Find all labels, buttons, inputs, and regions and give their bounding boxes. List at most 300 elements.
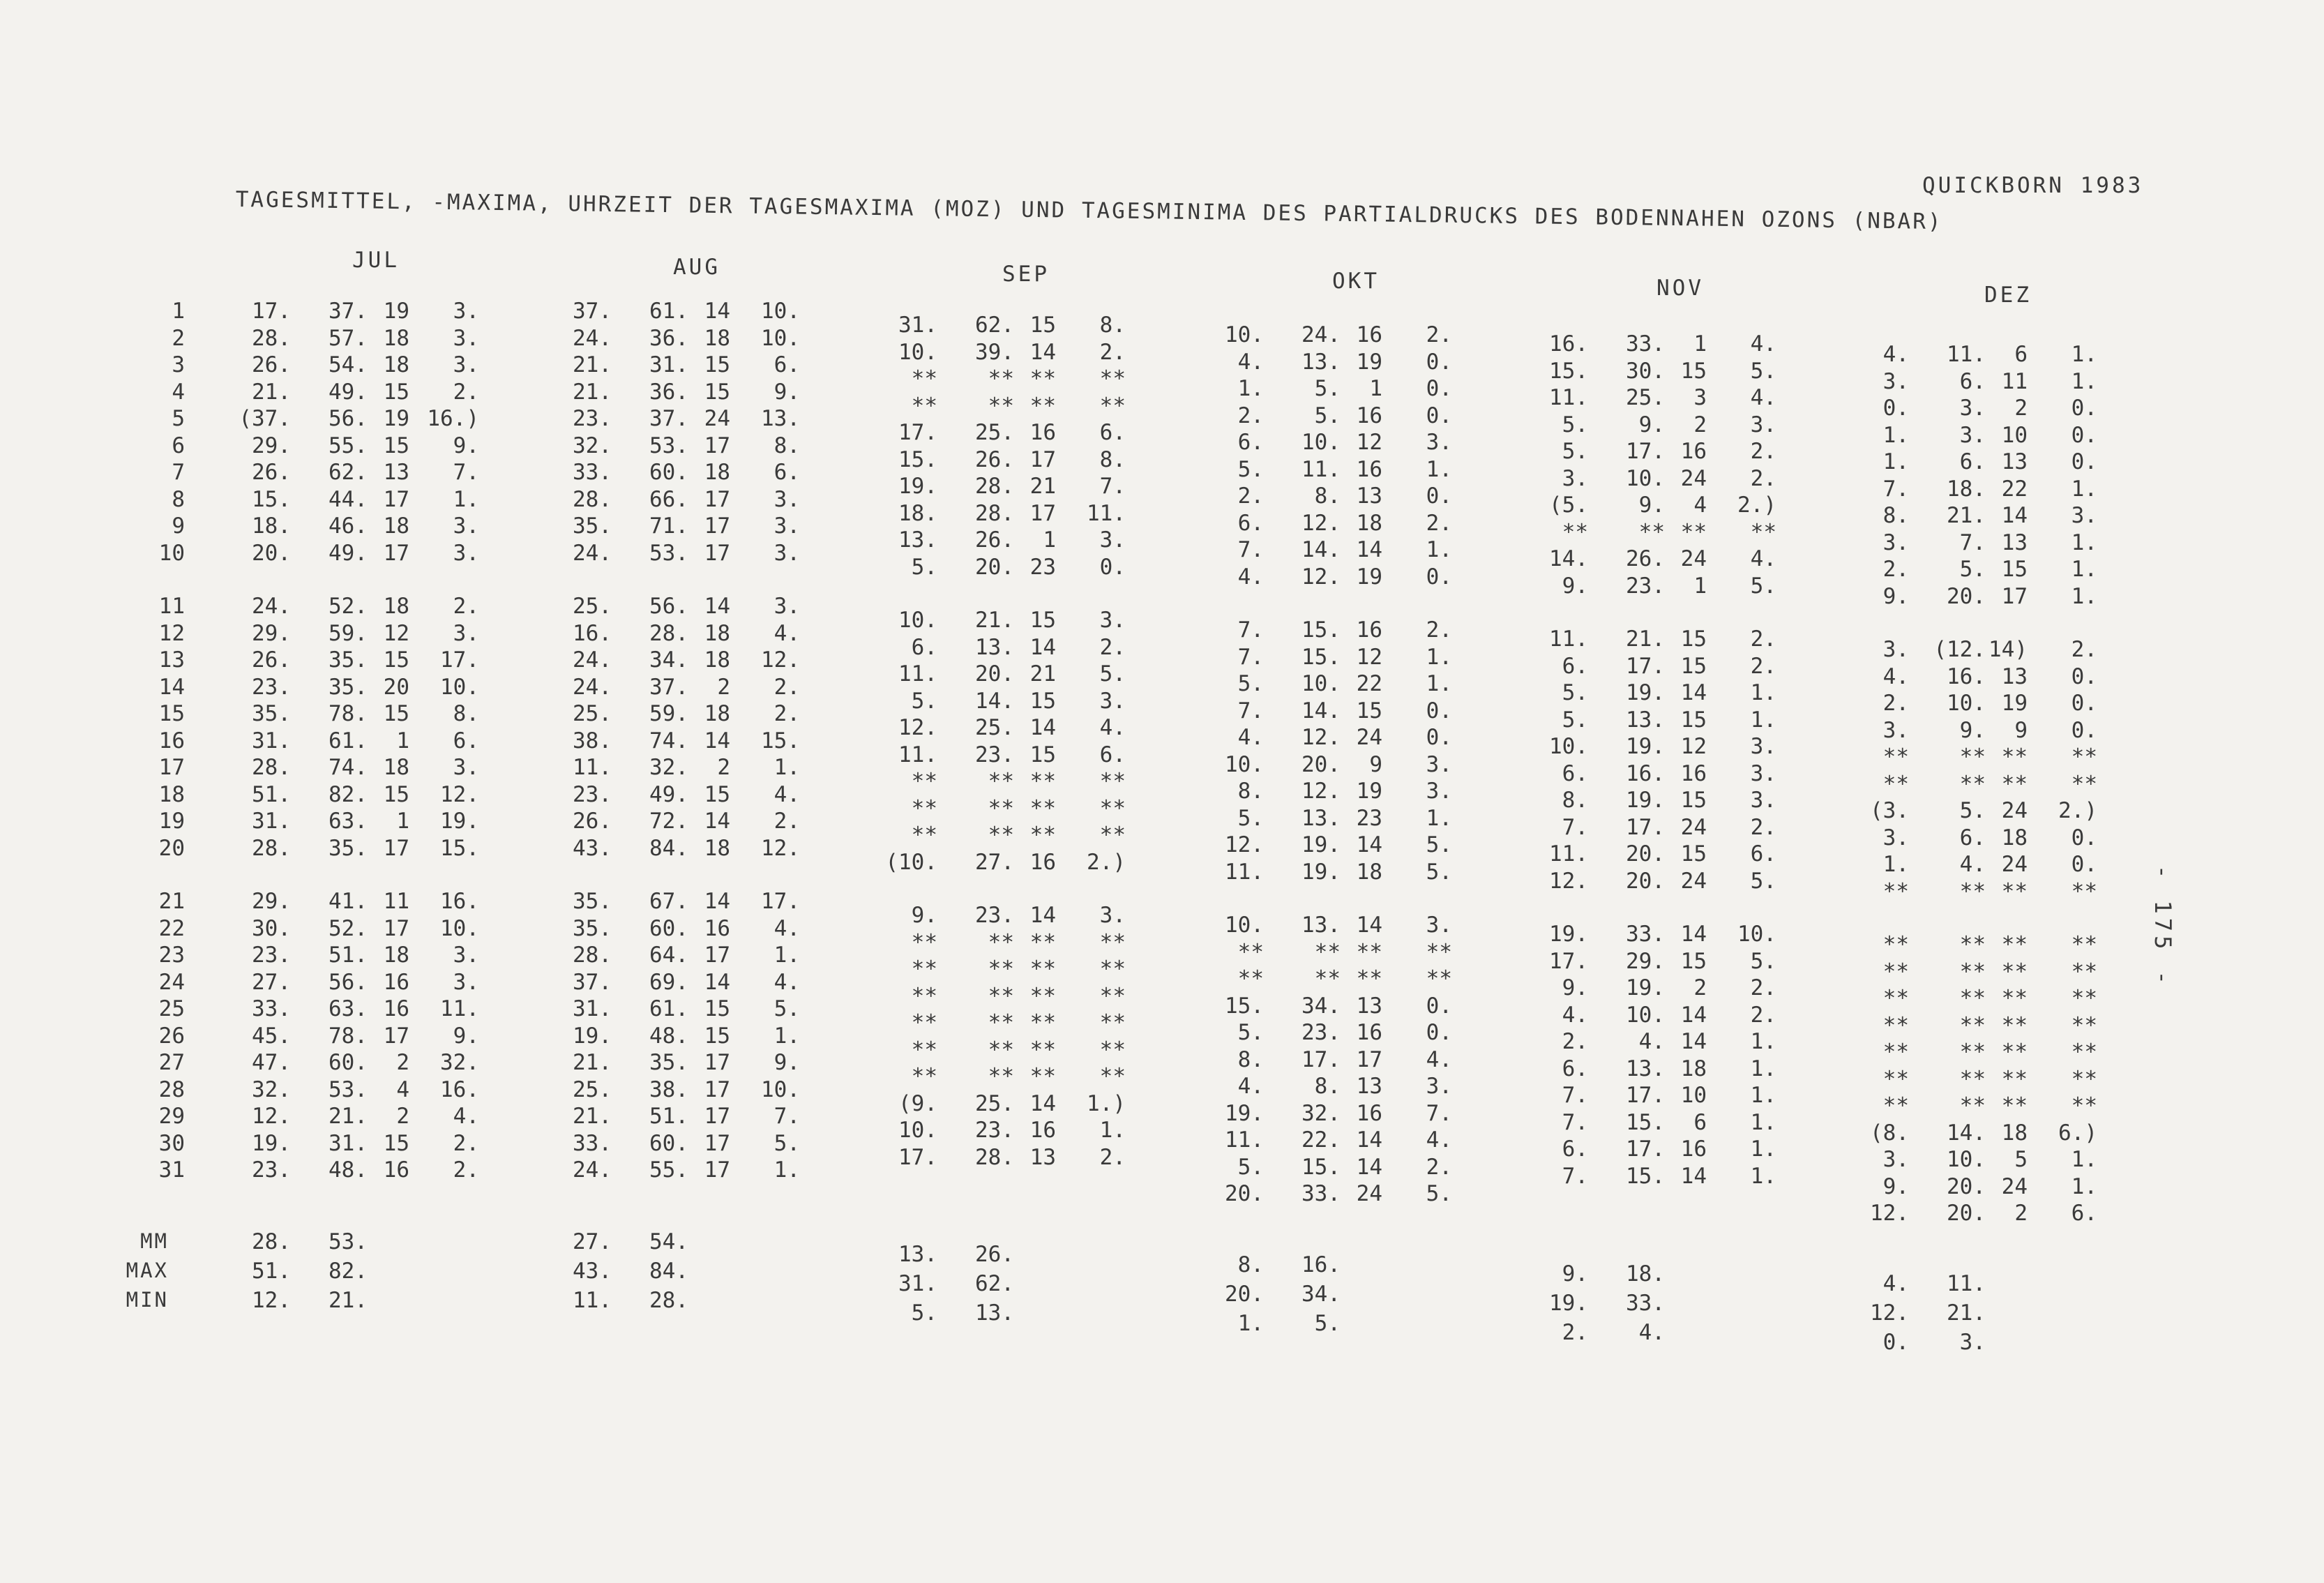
table-row — [234, 513, 582, 541]
summary-row — [880, 1300, 1062, 1330]
max-hour-cell: 12 — [1680, 734, 1707, 759]
month-header: SEP — [1002, 262, 1050, 287]
table-row — [1852, 503, 2201, 530]
table-row — [234, 1023, 582, 1051]
table-row — [1531, 1003, 1880, 1030]
daily-mean-cell: 31. — [252, 809, 291, 834]
daily-mean-cell: ** — [1882, 1066, 1909, 1092]
summary-max-cell: 28. — [649, 1288, 688, 1313]
table-row — [1852, 798, 2201, 825]
daily-min-cell: 3. — [453, 325, 479, 351]
daily-mean-cell: 25. — [573, 1076, 612, 1102]
daily-max-cell: 11. — [1301, 456, 1341, 482]
daily-mean-cell: (3. — [1870, 798, 1909, 823]
daily-min-cell: 4. — [1750, 385, 1776, 410]
max-hour-cell: 14 — [1356, 537, 1382, 562]
max-hour-cell: 14 — [1029, 1090, 1056, 1116]
table-row — [1852, 744, 2201, 772]
daily-min-cell: 0. — [1426, 564, 1452, 590]
daily-max-cell: 46. — [329, 513, 368, 539]
max-hour-cell: 10 — [2001, 422, 2028, 448]
daily-mean-cell: 2. — [1237, 403, 1264, 428]
daily-min-cell: 4. — [774, 915, 800, 941]
table-row — [1531, 680, 1880, 707]
daily-max-cell: 13. — [1301, 349, 1341, 375]
daily-mean-cell: 21. — [573, 1050, 612, 1075]
daily-min-cell: 1. — [1750, 1109, 1776, 1135]
daily-max-cell: 56. — [329, 969, 368, 995]
max-hour-cell: 16 — [1356, 617, 1382, 643]
max-hour-cell: 16 — [1029, 849, 1056, 875]
table-row — [1207, 1155, 1555, 1182]
max-hour-cell: 19 — [1356, 564, 1382, 590]
table-row — [554, 406, 903, 433]
day-label: 31 — [158, 1157, 185, 1183]
day-label: 8 — [172, 486, 185, 512]
daily-mean-cell: (8. — [1870, 1120, 1909, 1146]
daily-max-cell: ** — [1959, 1066, 1986, 1092]
daily-max-cell: 59. — [329, 620, 368, 646]
daily-mean-cell: 10. — [898, 339, 937, 365]
daily-min-cell: 5. — [1099, 661, 1126, 687]
daily-max-cell: 84. — [649, 835, 688, 861]
daily-min-cell: 1. — [1426, 537, 1452, 562]
max-hour-cell: 3 — [1693, 385, 1707, 410]
daily-max-cell: 19. — [1626, 788, 1665, 813]
daily-mean-cell: 3. — [1882, 717, 1909, 743]
daily-max-cell: 19. — [1301, 859, 1341, 885]
daily-max-cell: ** — [988, 795, 1014, 821]
table-row — [234, 326, 582, 353]
daily-min-cell: 3. — [1099, 527, 1126, 553]
daily-max-cell: 49. — [329, 540, 368, 566]
summary-max-cell: 4. — [1638, 1320, 1665, 1345]
daily-mean-cell: 5. — [1562, 412, 1588, 437]
daily-mean-cell: 20. — [1225, 1181, 1264, 1206]
table-row — [234, 1050, 582, 1077]
summary-max-cell: 53. — [329, 1229, 368, 1254]
daily-max-cell: 27. — [975, 849, 1014, 875]
daily-mean-cell: 9. — [1562, 975, 1588, 1000]
summary-row — [234, 1259, 415, 1288]
daily-mean-cell: 19. — [1225, 1100, 1264, 1126]
daily-max-cell: 19. — [1626, 734, 1665, 759]
daily-mean-cell: 3. — [1882, 637, 1909, 662]
table-row — [1852, 986, 2201, 1013]
daily-max-cell: 23. — [975, 903, 1014, 928]
table-row — [880, 769, 1229, 796]
daily-max-cell: 82. — [329, 781, 368, 807]
daily-mean-cell: 5. — [911, 554, 937, 580]
daily-min-cell: 11. — [440, 996, 479, 1021]
max-hour-cell: ** — [2001, 986, 2028, 1011]
table-row — [880, 474, 1229, 501]
max-hour-cell: 16 — [1680, 760, 1707, 786]
max-hour-cell: 17 — [704, 1050, 730, 1075]
daily-min-cell: 3. — [453, 513, 479, 539]
daily-max-cell: 37. — [649, 674, 688, 700]
daily-max-cell: 17. — [1301, 1046, 1341, 1072]
max-hour-cell: 6 — [2014, 342, 2028, 367]
daily-max-cell: 9. — [1959, 717, 1986, 743]
daily-min-cell: ** — [1099, 1064, 1126, 1089]
summary-mean-cell: 31. — [898, 1271, 937, 1296]
daily-mean-cell: 33. — [252, 996, 291, 1021]
table-row — [234, 836, 582, 863]
daily-min-cell: 3. — [453, 620, 479, 646]
summary-row — [1852, 1300, 2033, 1330]
daily-max-cell: 71. — [649, 513, 688, 539]
month-column-okt — [1207, 322, 1555, 1208]
daily-min-cell: 1. — [2071, 530, 2097, 555]
max-hour-cell: 23 — [1356, 805, 1382, 831]
daily-max-cell: 63. — [329, 996, 368, 1021]
daily-max-cell: 60. — [649, 1130, 688, 1156]
daily-mean-cell: 7. — [1237, 644, 1264, 670]
day-number-column — [143, 299, 185, 1185]
daily-min-cell: 1. — [1750, 1029, 1776, 1054]
daily-min-cell: 0. — [2071, 422, 2097, 448]
table-row — [1852, 664, 2201, 691]
daily-max-cell: 10. — [1626, 1002, 1665, 1028]
max-hour-cell: 24 — [2001, 798, 2028, 823]
day-label: 13 — [158, 647, 185, 673]
daily-mean-cell: 10. — [1549, 734, 1588, 759]
daily-max-cell: ** — [988, 983, 1014, 1009]
table-row — [1852, 423, 2201, 450]
max-hour-cell: 14 — [1680, 922, 1707, 947]
max-hour-cell: 17 — [704, 1130, 730, 1156]
summary-row — [234, 1288, 415, 1317]
daily-mean-cell: 17. — [898, 1144, 937, 1170]
daily-mean-cell: 24. — [573, 674, 612, 700]
daily-max-cell: 35. — [329, 674, 368, 700]
summary-mean-cell: 8. — [1237, 1252, 1264, 1277]
daily-mean-cell: 1. — [1882, 852, 1909, 877]
max-hour-cell: 14 — [1029, 715, 1056, 740]
day-label: 10 — [158, 540, 185, 566]
daily-mean-cell: 23. — [252, 674, 291, 700]
daily-max-cell: 74. — [649, 728, 688, 753]
daily-mean-cell: (10. — [885, 849, 937, 875]
daily-mean-cell: 33. — [573, 1130, 612, 1156]
month-summary — [880, 1242, 1062, 1330]
table-row — [554, 433, 903, 460]
table-row — [880, 1091, 1229, 1118]
table-row — [1852, 718, 2201, 745]
daily-min-cell: 3. — [1099, 608, 1126, 633]
daily-mean-cell: ** — [1882, 1012, 1909, 1038]
daily-max-cell: 3. — [1959, 396, 1986, 421]
table-row — [234, 1131, 582, 1158]
max-hour-cell: 15 — [704, 352, 730, 377]
max-hour-cell: 2 — [2014, 396, 2028, 421]
max-hour-cell: 18 — [704, 647, 730, 673]
daily-mean-cell: 21. — [573, 1104, 612, 1129]
max-hour-cell: 18 — [1680, 1056, 1707, 1081]
daily-max-cell: 5. — [1959, 798, 1986, 823]
table-row — [1207, 752, 1555, 779]
daily-mean-cell: 43. — [573, 835, 612, 861]
daily-max-cell: 21. — [1626, 627, 1665, 652]
summary-max-cell: 5. — [1314, 1311, 1341, 1336]
daily-min-cell: 32. — [440, 1050, 479, 1075]
daily-min-cell: 0. — [1426, 993, 1452, 1019]
table-row — [1852, 342, 2201, 369]
daily-max-cell: 10. — [1301, 671, 1341, 696]
table-row — [1207, 376, 1555, 403]
summary-max-cell: 11. — [1947, 1271, 1986, 1296]
summary-mean-cell: 19. — [1549, 1291, 1588, 1316]
max-hour-cell: 12 — [383, 620, 409, 646]
table-row — [234, 1104, 582, 1131]
max-hour-cell: 14 — [704, 969, 730, 995]
daily-max-cell: 15. — [1626, 1109, 1665, 1135]
summary-row — [1207, 1282, 1388, 1311]
max-hour-cell: 14 — [1356, 832, 1382, 857]
daily-min-cell: 1. — [453, 486, 479, 512]
daily-min-cell: 1. — [2071, 1173, 2097, 1199]
table-row — [1207, 698, 1555, 726]
daily-mean-cell: ** — [1882, 959, 1909, 984]
daily-mean-cell: 7. — [1562, 1109, 1588, 1135]
daily-min-cell: ** — [1750, 519, 1776, 545]
daily-min-cell: ** — [1099, 929, 1126, 955]
daily-min-cell: 3. — [774, 486, 800, 512]
max-hour-cell: 17 — [2001, 583, 2028, 609]
daily-min-cell: 3. — [453, 299, 479, 324]
daily-max-cell: 15. — [1301, 644, 1341, 670]
daily-max-cell: 29. — [1626, 948, 1665, 974]
daily-min-cell: 2. — [1426, 510, 1452, 536]
daily-mean-cell: 11. — [1549, 627, 1588, 652]
daily-mean-cell: 6. — [1562, 1136, 1588, 1162]
daily-min-cell: ** — [1099, 823, 1126, 848]
max-hour-cell: 15 — [1680, 948, 1707, 974]
max-hour-cell: 1 — [1043, 527, 1056, 553]
table-row — [554, 1077, 903, 1104]
daily-max-cell: 28. — [975, 474, 1014, 499]
daily-max-cell: 13. — [975, 634, 1014, 660]
daily-mean-cell: 12. — [1870, 1201, 1909, 1226]
summary-max-cell: 33. — [1626, 1291, 1665, 1316]
summary-mean-cell: 5. — [911, 1300, 937, 1326]
max-hour-cell: 18 — [383, 325, 409, 351]
daily-mean-cell: 8. — [1882, 503, 1909, 528]
daily-max-cell: 14. — [975, 688, 1014, 714]
daily-min-cell: ** — [1426, 939, 1452, 965]
max-hour-cell: 1 — [1693, 573, 1707, 599]
daily-max-cell: 26. — [975, 527, 1014, 553]
table-row — [1207, 483, 1555, 511]
daily-min-cell: 2. — [453, 1130, 479, 1156]
daily-mean-cell: 12. — [1549, 868, 1588, 894]
daily-mean-cell: (37. — [239, 406, 291, 431]
daily-min-cell: 16. — [440, 889, 479, 914]
daily-min-cell: 1. — [1750, 1163, 1776, 1189]
daily-mean-cell: 8. — [1237, 779, 1264, 804]
table-row — [554, 701, 903, 728]
table-row — [234, 916, 582, 943]
table-row — [1207, 617, 1555, 645]
daily-max-cell: 14. — [1301, 537, 1341, 562]
max-hour-cell: 18 — [704, 701, 730, 726]
month-summary — [1852, 1271, 2033, 1359]
daily-mean-cell: ** — [911, 1037, 937, 1063]
daily-min-cell: 13. — [761, 406, 800, 431]
max-hour-cell: 15 — [1680, 707, 1707, 733]
table-row — [1531, 975, 1880, 1003]
max-hour-cell: 14 — [1680, 1002, 1707, 1028]
table-row — [234, 352, 582, 380]
daily-max-cell: 13. — [1301, 805, 1341, 831]
daily-min-cell: 0. — [1099, 554, 1126, 580]
daily-mean-cell: 4. — [1237, 349, 1264, 375]
summary-row — [554, 1259, 736, 1288]
daily-mean-cell: ** — [1882, 878, 1909, 904]
daily-min-cell: 7. — [453, 460, 479, 485]
daily-mean-cell: 16. — [1549, 331, 1588, 357]
max-hour-cell: 1 — [396, 728, 409, 753]
max-hour-cell: 18 — [383, 352, 409, 377]
daily-mean-cell: 5. — [1237, 805, 1264, 831]
daily-min-cell: 4. — [453, 1104, 479, 1129]
table-row — [554, 1050, 903, 1077]
table-row — [1531, 922, 1880, 949]
daily-max-cell: 64. — [649, 943, 688, 968]
max-hour-cell: ** — [2001, 1012, 2028, 1038]
max-hour-cell: 16 — [1680, 439, 1707, 464]
table-row — [1207, 860, 1555, 887]
daily-min-cell: 1. — [774, 1157, 800, 1183]
daily-min-cell: 1. — [2071, 583, 2097, 609]
daily-min-cell: 2.) — [1087, 849, 1126, 875]
daily-max-cell: 55. — [649, 1157, 688, 1183]
daily-max-cell: 56. — [649, 594, 688, 619]
table-row — [1531, 546, 1880, 573]
table-row — [1531, 734, 1880, 761]
daily-max-cell: 19. — [1626, 975, 1665, 1000]
max-hour-cell: 17 — [383, 540, 409, 566]
max-hour-cell: 17 — [704, 943, 730, 968]
table-row — [1207, 511, 1555, 538]
daily-min-cell: 2. — [1099, 1144, 1126, 1170]
max-hour-cell: 15 — [383, 781, 409, 807]
max-hour-cell: 16 — [1356, 403, 1382, 428]
daily-mean-cell: 7. — [1237, 537, 1264, 562]
daily-mean-cell: 19. — [1549, 922, 1588, 947]
daily-min-cell: 5. — [1750, 573, 1776, 599]
daily-max-cell: ** — [1959, 986, 1986, 1011]
max-hour-cell: 13 — [2001, 449, 2028, 474]
summary-max-cell: 82. — [329, 1259, 368, 1284]
daily-mean-cell: 18. — [252, 513, 291, 539]
daily-max-cell: 19. — [1301, 832, 1341, 857]
daily-min-cell: 5. — [1426, 832, 1452, 857]
daily-mean-cell: 9. — [911, 903, 937, 928]
daily-mean-cell: 37. — [573, 969, 612, 995]
table-row — [234, 647, 582, 675]
max-hour-cell: 13 — [1356, 1074, 1382, 1099]
daily-mean-cell: 31. — [573, 996, 612, 1021]
daily-min-cell: 6. — [1099, 742, 1126, 767]
table-row — [234, 996, 582, 1023]
daily-max-cell: 78. — [329, 1023, 368, 1049]
daily-mean-cell: 4. — [1237, 564, 1264, 590]
daily-mean-cell: 24. — [252, 594, 291, 619]
daily-mean-cell: 9. — [1562, 573, 1588, 599]
daily-min-cell: ** — [1099, 1010, 1126, 1035]
daily-max-cell: 67. — [649, 889, 688, 914]
daily-mean-cell: 28. — [252, 325, 291, 351]
daily-min-cell: ** — [1099, 393, 1126, 419]
daily-min-cell: 3. — [1426, 779, 1452, 804]
table-row — [1531, 949, 1880, 976]
summary-mean-cell: 9. — [1562, 1261, 1588, 1286]
daily-min-cell: 2. — [453, 379, 479, 405]
max-hour-cell: ** — [1029, 983, 1056, 1009]
daily-mean-cell: 17. — [898, 420, 937, 445]
daily-max-cell: 3. — [1959, 422, 1986, 448]
max-hour-cell: 15 — [383, 647, 409, 673]
table-row — [554, 326, 903, 353]
daily-min-cell: ** — [2071, 771, 2097, 797]
max-hour-cell: 17 — [704, 433, 730, 458]
table-row — [880, 608, 1229, 635]
table-row — [1531, 788, 1880, 815]
table-row — [1531, 412, 1880, 440]
table-row — [1207, 913, 1555, 940]
daily-mean-cell: 9. — [1882, 1173, 1909, 1199]
table-row — [1852, 879, 2201, 906]
summary-row — [1531, 1320, 1712, 1349]
max-hour-cell: ** — [1029, 929, 1056, 955]
max-hour-cell: 14 — [1680, 1163, 1707, 1189]
daily-min-cell: 9. — [453, 1023, 479, 1049]
daily-min-cell: 3. — [774, 513, 800, 539]
max-hour-cell: 16 — [1356, 1100, 1382, 1126]
daily-mean-cell: 38. — [573, 728, 612, 753]
table-row — [554, 970, 903, 997]
daily-min-cell: 3. — [774, 540, 800, 566]
table-row — [1852, 772, 2201, 799]
daily-mean-cell: 26. — [252, 647, 291, 673]
max-hour-cell: 17 — [704, 1104, 730, 1129]
table-row — [1531, 707, 1880, 735]
daily-mean-cell: ** — [911, 1010, 937, 1035]
daily-min-cell: 0. — [1426, 349, 1452, 375]
summary-row — [1531, 1291, 1712, 1320]
daily-min-cell: ** — [2071, 878, 2097, 904]
table-row — [880, 742, 1229, 770]
daily-max-cell: ** — [1959, 932, 1986, 957]
daily-max-cell: 31. — [329, 1130, 368, 1156]
daily-max-cell: 59. — [649, 701, 688, 726]
daily-min-cell: 5. — [1426, 1181, 1452, 1206]
month-column-dez — [1852, 342, 2201, 1228]
daily-mean-cell: ** — [911, 795, 937, 821]
summary-mean-cell: 1. — [1237, 1311, 1264, 1336]
max-hour-cell: 18 — [704, 835, 730, 861]
day-label: 22 — [158, 915, 185, 941]
daily-mean-cell: 5. — [1237, 1154, 1264, 1180]
daily-mean-cell: 1. — [1882, 422, 1909, 448]
daily-min-cell: 2. — [1099, 339, 1126, 365]
daily-max-cell: 21. — [975, 608, 1014, 633]
daily-mean-cell: ** — [911, 983, 937, 1009]
table-row — [880, 1145, 1229, 1172]
summary-max-cell: 54. — [649, 1229, 688, 1254]
